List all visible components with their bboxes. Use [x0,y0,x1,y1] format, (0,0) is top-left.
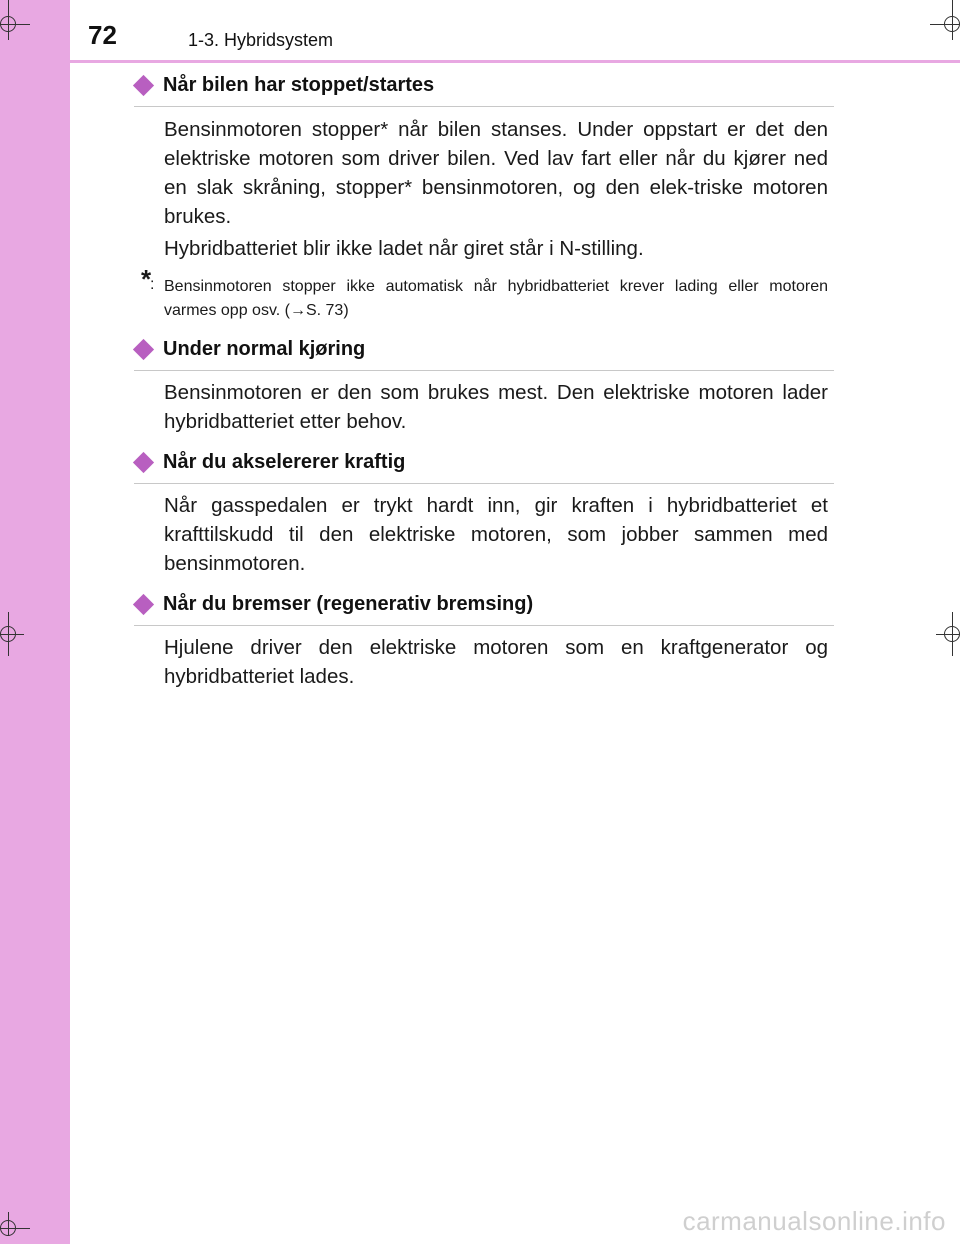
paragraph: Hjulene driver den elektriske motoren som en kraftgenerator og hybridbatteriet lades. [164,636,828,688]
diamond-icon [133,452,154,473]
footnote-text: Bensinmotoren stopper ikke automatisk når hybridbatteriet krever lading eller motoren varmes opp osv. (→S. 73) [164,278,828,319]
heading-rule [134,106,834,107]
left-margin-band [0,0,70,1244]
footnote-marker: * [141,264,152,294]
heading-rule [134,483,834,484]
heading-rule [134,370,834,371]
heading-regenerative-braking [134,591,834,631]
paragraph: Bensinmotoren stopper* når bilen stanses. Under oppstart er det den elektriske motoren som driver bilen. Ved lav fart eller når du kjører ned en slak skråning, stopper* bensinmotoren, og den elek-triske motoren brukes. [164,118,828,228]
page-number: 72 [88,20,117,50]
footnote-colon: : [150,276,155,293]
heading-acceleration [134,449,834,489]
heading-stop-start [134,72,834,112]
heading-rule [134,625,834,626]
heading-text: Når du akselererer kraftig [163,451,406,473]
paragraph: Bensinmotoren er den som brukes mest. Den elektriske motoren lader hybridbatteriet etter behov. [164,381,828,433]
watermark: carmanualsonline.info [682,1206,946,1236]
paragraph: Når gasspedalen er trykt hardt inn, gir kraften i hybridbatteriet et krafttilskudd til den elektriske motoren, som jobber sammen med bensinmotoren. [164,494,828,575]
heading-text: Når du bremser (regenerativ bremsing) [163,593,534,615]
diamond-icon [133,594,154,615]
diamond-icon [133,75,154,96]
heading-text: Under normal kjøring [163,338,366,360]
diamond-icon [133,339,154,360]
header-rule [70,60,960,63]
heading-text: Når bilen har stoppet/startes [163,74,435,96]
paragraph: Hybridbatteriet blir ikke ladet når giret står i N-stilling. [164,237,644,260]
section-title: 1-3. Hybridsystem [188,30,334,50]
heading-normal-driving [134,336,834,376]
